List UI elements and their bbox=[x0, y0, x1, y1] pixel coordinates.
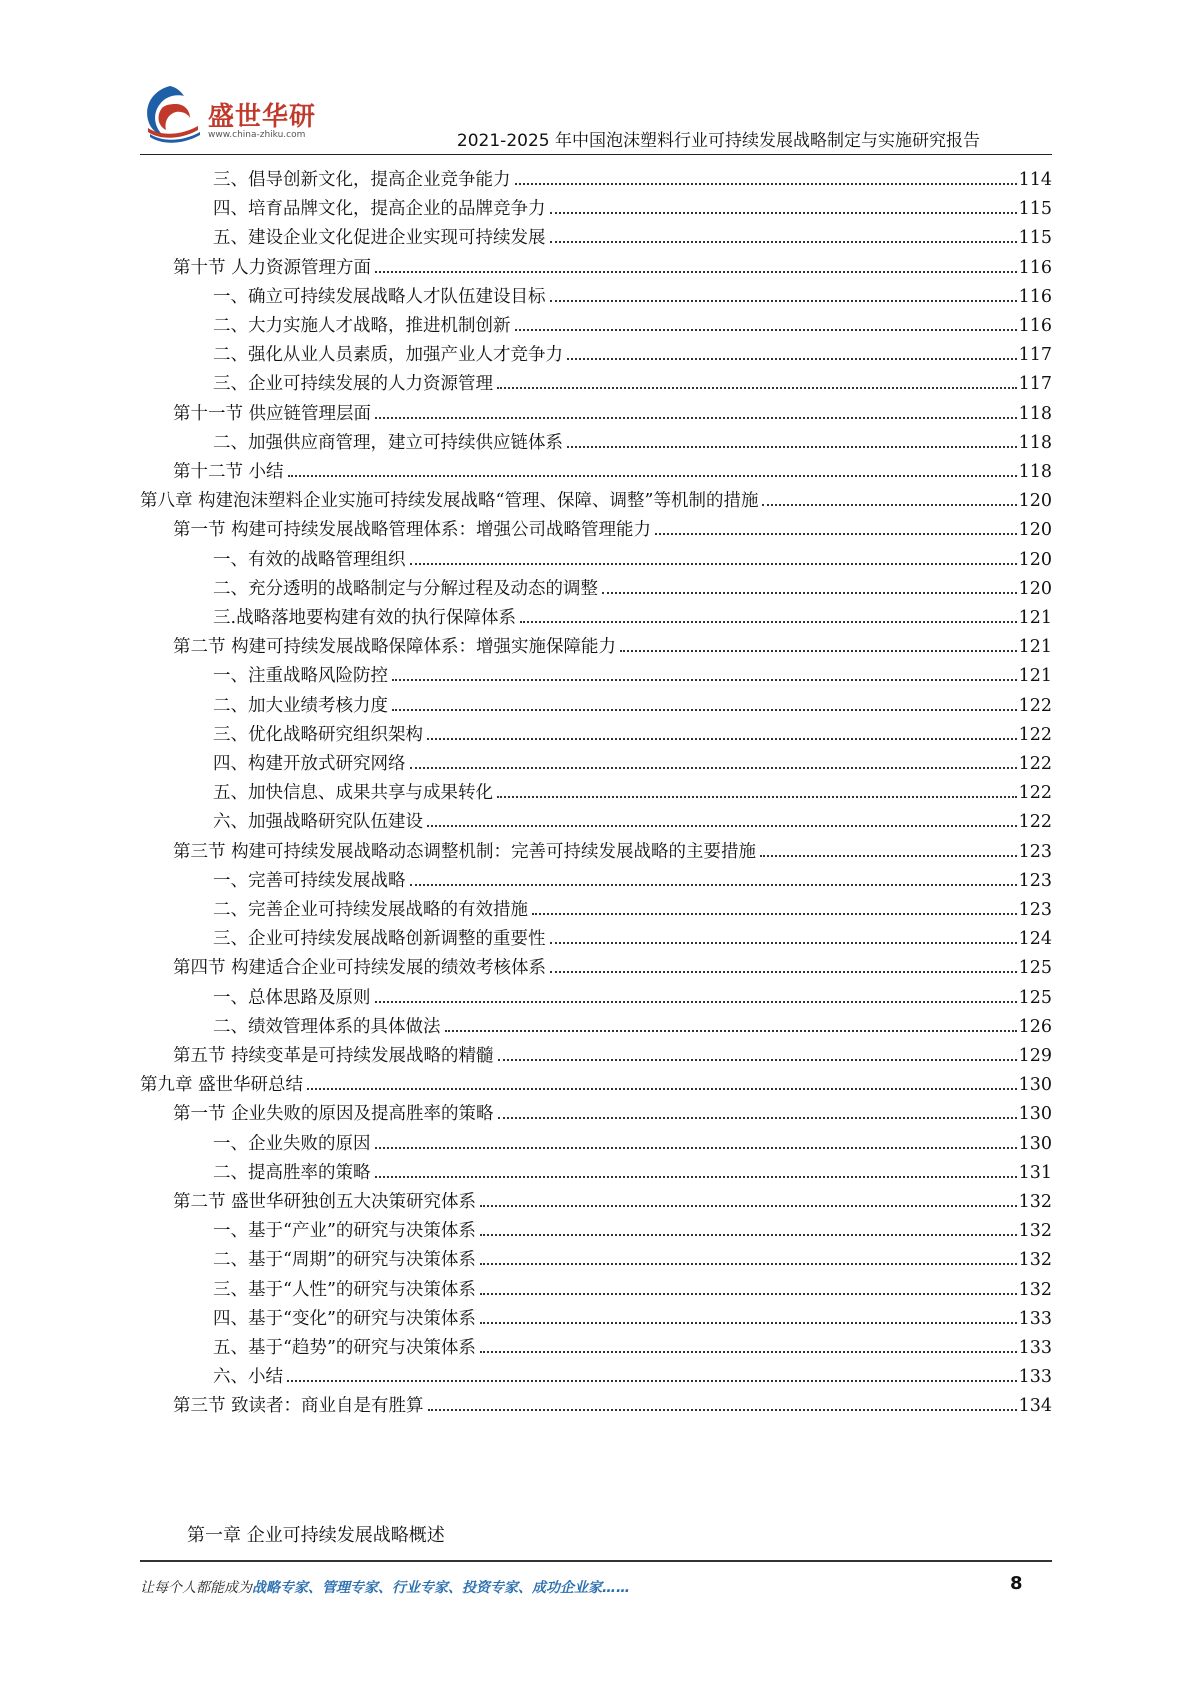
toc-dot-leader bbox=[392, 709, 1017, 711]
toc-entry[interactable] bbox=[173, 627, 1052, 658]
toc-entry-page: 117 bbox=[1018, 345, 1052, 366]
toc-entry-page: 116 bbox=[1018, 316, 1052, 336]
toc-entry-title: 二、强化从业人员素质，加强产业人才竞争力 bbox=[213, 345, 563, 366]
toc-dot-leader bbox=[410, 767, 1017, 769]
toc-entry[interactable] bbox=[213, 189, 1052, 220]
toc-entry-title: 六、加强战略研究队伍建设 bbox=[213, 812, 423, 833]
toc-entry[interactable] bbox=[213, 218, 1052, 249]
toc-dot-leader bbox=[480, 1205, 1017, 1207]
toc-entry[interactable] bbox=[213, 1270, 1052, 1301]
toc-entry-page: 133 bbox=[1018, 1308, 1052, 1329]
page-header bbox=[0, 0, 1191, 150]
page-number: 8 bbox=[1010, 1573, 1023, 1594]
toc-entry[interactable] bbox=[213, 715, 1052, 746]
toc-entry-page: 125 bbox=[1018, 958, 1052, 979]
toc-entry[interactable] bbox=[213, 744, 1052, 775]
logo-name: 盛世华研 bbox=[208, 102, 317, 132]
toc-entry-page: 122 bbox=[1018, 724, 1052, 745]
toc-entry-title: 一、有效的战略管理组织 bbox=[213, 549, 406, 570]
toc-entry[interactable] bbox=[173, 510, 1052, 541]
toc-entry-page: 130 bbox=[1018, 1104, 1052, 1125]
toc-entry[interactable] bbox=[213, 861, 1052, 892]
toc-entry[interactable] bbox=[213, 802, 1052, 833]
toc-entry-title: 四、基于“变化”的研究与决策体系 bbox=[213, 1308, 476, 1329]
toc-entry[interactable] bbox=[213, 277, 1052, 308]
toc-dot-leader bbox=[532, 913, 1017, 915]
toc-entry[interactable] bbox=[213, 656, 1052, 687]
toc-dot-leader bbox=[567, 358, 1017, 360]
toc-entry-title: 一、注重战略风险防控 bbox=[213, 666, 388, 687]
toc-entry[interactable] bbox=[213, 1153, 1052, 1184]
toc-dot-leader bbox=[620, 650, 1017, 652]
toc-entry-page: 125 bbox=[1018, 987, 1052, 1008]
toc-entry-title: 三、企业可持续发展战略创新调整的重要性 bbox=[213, 929, 546, 950]
toc-entry[interactable] bbox=[213, 773, 1052, 804]
toc-dot-leader bbox=[550, 212, 1017, 214]
toc-entry-title: 二、充分透明的战略制定与分解过程及动态的调整 bbox=[213, 578, 598, 599]
toc-entry-page: 120 bbox=[1018, 520, 1052, 541]
toc-dot-leader bbox=[550, 300, 1017, 302]
toc-dot-leader bbox=[550, 942, 1017, 944]
toc-entry-page: 132 bbox=[1018, 1250, 1052, 1271]
toc-entry-page: 130 bbox=[1018, 1075, 1052, 1096]
toc-entry-title: 三、优化战略研究组织架构 bbox=[213, 724, 423, 745]
toc-entry[interactable] bbox=[213, 306, 1052, 337]
toc-entry-title: 二、绩效管理体系的具体做法 bbox=[213, 1016, 441, 1037]
toc-dot-leader bbox=[392, 679, 1017, 681]
toc-entry-page: 117 bbox=[1018, 374, 1052, 395]
header-divider bbox=[140, 154, 1052, 155]
toc-entry-title: 二、加大业绩考核力度 bbox=[213, 695, 388, 716]
toc-dot-leader bbox=[550, 241, 1017, 243]
logo-emblem-icon bbox=[140, 78, 210, 148]
toc-entry-title: 一、总体思路及原则 bbox=[213, 987, 371, 1008]
toc-entry[interactable] bbox=[213, 1124, 1052, 1155]
toc-entry-title: 第十节 人力资源管理方面 bbox=[173, 257, 372, 278]
company-logo bbox=[140, 78, 360, 148]
toc-entry[interactable] bbox=[213, 1328, 1052, 1359]
toc-dot-leader bbox=[520, 621, 1017, 623]
toc-entry-page: 132 bbox=[1018, 1221, 1052, 1242]
toc-entry-page: 116 bbox=[1018, 257, 1052, 278]
toc-entry-page: 122 bbox=[1018, 812, 1052, 833]
toc-entry-title: 五、加快信息、成果共享与成果转化 bbox=[213, 783, 493, 804]
toc-entry-title: 一、基于“产业”的研究与决策体系 bbox=[213, 1221, 476, 1242]
toc-entry-title: 二、加强供应商管理，建立可持续供应链体系 bbox=[213, 432, 563, 453]
toc-dot-leader bbox=[760, 855, 1017, 857]
toc-entry-page: 115 bbox=[1018, 228, 1052, 249]
toc-entry[interactable] bbox=[173, 1036, 1052, 1067]
toc-entry-page: 130 bbox=[1018, 1133, 1052, 1154]
toc-dot-leader bbox=[375, 1147, 1017, 1149]
toc-entry[interactable] bbox=[173, 394, 1052, 425]
toc-entry-title: 第三节 构建可持续发展战略动态调整机制：完善可持续发展战略的主要措施 bbox=[173, 841, 757, 862]
toc-entry[interactable] bbox=[213, 569, 1052, 600]
toc-dot-leader bbox=[288, 475, 1017, 477]
toc-entry-page: 121 bbox=[1018, 608, 1052, 628]
toc-dot-leader bbox=[375, 1001, 1017, 1003]
toc-entry-title: 第一节 构建可持续发展战略管理体系：增强公司战略管理能力 bbox=[173, 520, 652, 541]
toc-entry-page: 129 bbox=[1018, 1046, 1052, 1066]
toc-entry-title: 一、确立可持续发展战略人才队伍建设目标 bbox=[213, 286, 546, 307]
toc-entry-title: 三.战略落地要构建有效的执行保障体系 bbox=[213, 608, 517, 628]
toc-dot-leader bbox=[480, 1351, 1017, 1353]
footer-lead-text: 让每个人都能成为 bbox=[140, 1580, 252, 1596]
toc-entry-title: 第五节 持续变革是可持续发展战略的精髓 bbox=[173, 1046, 494, 1066]
toc-entry[interactable] bbox=[173, 1094, 1052, 1125]
toc-dot-leader bbox=[497, 796, 1017, 798]
toc-dot-leader bbox=[410, 884, 1017, 886]
toc-dot-leader bbox=[602, 592, 1017, 594]
footer-highlight-text: 战略专家、管理专家、行业专家、投资专家、成功企业家…… bbox=[252, 1580, 630, 1596]
toc-entry[interactable] bbox=[213, 1357, 1052, 1388]
toc-entry[interactable] bbox=[213, 1007, 1052, 1038]
toc-dot-leader bbox=[428, 1409, 1017, 1411]
toc-entry-title: 二、完善企业可持续发展战略的有效措施 bbox=[213, 900, 528, 920]
toc-entry-title: 第九章 盛世华研总结 bbox=[140, 1075, 304, 1096]
toc-dot-leader bbox=[375, 417, 1017, 419]
toc-dot-leader bbox=[497, 387, 1017, 389]
toc-entry-title: 第三节 致读者：商业自是有胜算 bbox=[173, 1396, 424, 1417]
toc-entry[interactable] bbox=[173, 1182, 1052, 1213]
toc-entry-title: 第二节 盛世华研独创五大决策研究体系 bbox=[173, 1192, 477, 1212]
toc-entry-page: 121 bbox=[1018, 637, 1052, 658]
toc-entry[interactable] bbox=[213, 978, 1052, 1009]
toc-entry-page: 134 bbox=[1018, 1396, 1052, 1417]
toc-entry-title: 五、建设企业文化促进企业实现可持续发展 bbox=[213, 228, 546, 249]
footer-slogan bbox=[140, 1577, 630, 1597]
toc-entry-page: 115 bbox=[1018, 199, 1052, 220]
toc-entry-page: 122 bbox=[1018, 695, 1052, 716]
toc-dot-leader bbox=[427, 738, 1017, 740]
toc-entry-page: 120 bbox=[1018, 549, 1052, 570]
footer-divider bbox=[140, 1560, 1052, 1562]
toc-dot-leader bbox=[287, 1380, 1017, 1382]
toc-dot-leader bbox=[762, 504, 1016, 506]
toc-entry-title: 第十一节 供应链管理层面 bbox=[173, 403, 372, 424]
toc-dot-leader bbox=[515, 183, 1017, 185]
toc-entry-page: 124 bbox=[1018, 929, 1052, 950]
toc-entry-page: 123 bbox=[1018, 900, 1052, 920]
toc-entry-page: 120 bbox=[1018, 491, 1052, 512]
toc-dot-leader bbox=[498, 1117, 1017, 1119]
toc-entry-page: 118 bbox=[1018, 462, 1052, 482]
chapter-heading: 第一章 企业可持续发展战略概述 bbox=[187, 1525, 445, 1546]
toc-entry[interactable] bbox=[213, 890, 1052, 921]
report-title: 2021-2025 年中国泡沫塑料行业可持续发展战略制定与实施研究报告 bbox=[456, 131, 980, 151]
logo-url: www.china-zhiku.com bbox=[208, 130, 306, 140]
toc-entry-title: 第一节 企业失败的原因及提高胜率的策略 bbox=[173, 1104, 494, 1125]
toc-entry-title: 一、企业失败的原因 bbox=[213, 1133, 371, 1154]
toc-entry-title: 第四节 构建适合企业可持续发展的绩效考核体系 bbox=[173, 958, 547, 979]
toc-entry-page: 122 bbox=[1018, 754, 1052, 774]
toc-entry-page: 120 bbox=[1018, 578, 1052, 599]
toc-entry-page: 116 bbox=[1018, 286, 1052, 307]
toc-entry-page: 114 bbox=[1018, 170, 1052, 190]
toc-entry-page: 118 bbox=[1018, 432, 1052, 453]
toc-entry-page: 126 bbox=[1018, 1016, 1052, 1037]
toc-dot-leader bbox=[480, 1234, 1017, 1236]
toc-entry-page: 122 bbox=[1018, 783, 1052, 804]
toc-entry[interactable] bbox=[213, 335, 1052, 366]
toc-entry-title: 第十二节 小结 bbox=[173, 462, 284, 482]
toc-entry-page: 131 bbox=[1018, 1162, 1052, 1183]
toc-entry-title: 五、基于“趋势”的研究与决策体系 bbox=[213, 1338, 476, 1358]
toc-entry-page: 118 bbox=[1018, 403, 1052, 424]
toc-entry-title: 四、构建开放式研究网络 bbox=[213, 754, 406, 774]
toc-dot-leader bbox=[410, 563, 1017, 565]
toc-entry-title: 第八章 构建泡沫塑料企业实施可持续发展战略“管理、保障、调整”等机制的措施 bbox=[140, 491, 759, 512]
toc-entry[interactable] bbox=[213, 686, 1052, 717]
toc-entry[interactable] bbox=[213, 423, 1052, 454]
toc-entry-page: 132 bbox=[1018, 1279, 1052, 1300]
toc-dot-leader bbox=[375, 1176, 1017, 1178]
toc-dot-leader bbox=[480, 1322, 1017, 1324]
toc-entry[interactable] bbox=[213, 1211, 1052, 1242]
toc-entry[interactable] bbox=[173, 248, 1052, 279]
toc-entry[interactable] bbox=[173, 1386, 1052, 1417]
toc-entry[interactable] bbox=[213, 364, 1052, 395]
toc-entry[interactable] bbox=[213, 919, 1052, 950]
toc-dot-leader bbox=[307, 1088, 1017, 1090]
toc-entry[interactable] bbox=[213, 1240, 1052, 1271]
toc-entry-title: 三、倡导创新文化，提高企业竞争能力 bbox=[213, 170, 511, 190]
toc-entry-title: 二、大力实施人才战略，推进机制创新 bbox=[213, 316, 511, 336]
toc-dot-leader bbox=[498, 1059, 1017, 1061]
toc-entry[interactable] bbox=[173, 452, 1052, 483]
toc-entry-page: 133 bbox=[1018, 1367, 1052, 1388]
toc-dot-leader bbox=[445, 1030, 1017, 1032]
toc-entry[interactable] bbox=[140, 481, 1052, 512]
toc-entry[interactable] bbox=[213, 598, 1052, 629]
toc-entry[interactable] bbox=[213, 540, 1052, 571]
toc-entry[interactable] bbox=[140, 1065, 1052, 1096]
toc-dot-leader bbox=[375, 271, 1017, 273]
toc-entry-page: 132 bbox=[1018, 1192, 1052, 1212]
toc-entry-title: 二、提高胜率的策略 bbox=[213, 1162, 371, 1183]
toc-entry[interactable] bbox=[213, 160, 1052, 191]
toc-dot-leader bbox=[515, 329, 1017, 331]
toc-entry-page: 133 bbox=[1018, 1338, 1052, 1358]
toc-entry-title: 二、基于“周期”的研究与决策体系 bbox=[213, 1250, 476, 1271]
toc-dot-leader bbox=[550, 971, 1017, 973]
toc-entry-page: 121 bbox=[1018, 666, 1052, 687]
toc-entry-title: 三、企业可持续发展的人力资源管理 bbox=[213, 374, 493, 395]
toc-dot-leader bbox=[480, 1263, 1017, 1265]
toc-dot-leader bbox=[480, 1293, 1017, 1295]
toc-entry[interactable] bbox=[173, 832, 1052, 863]
toc-entry-title: 三、基于“人性”的研究与决策体系 bbox=[213, 1279, 476, 1300]
toc-entry-title: 六、小结 bbox=[213, 1367, 283, 1388]
toc-dot-leader bbox=[655, 533, 1017, 535]
toc-entry-title: 四、培育品牌文化，提高企业的品牌竞争力 bbox=[213, 199, 546, 220]
toc-entry-title: 第二节 构建可持续发展战略保障体系：增强实施保障能力 bbox=[173, 637, 617, 658]
toc-entry-page: 123 bbox=[1018, 841, 1052, 862]
toc-entry-page: 123 bbox=[1018, 870, 1052, 891]
toc-dot-leader bbox=[567, 446, 1017, 448]
toc-entry-title: 一、完善可持续发展战略 bbox=[213, 870, 406, 891]
toc-entry[interactable] bbox=[173, 948, 1052, 979]
toc-dot-leader bbox=[427, 825, 1017, 827]
toc-entry[interactable] bbox=[213, 1299, 1052, 1330]
